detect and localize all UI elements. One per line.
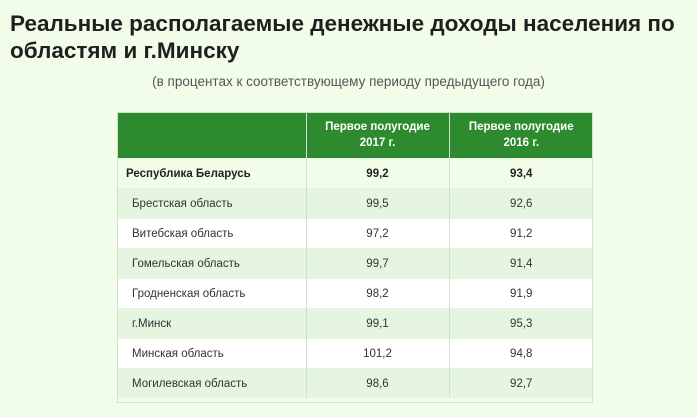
region-cell: Минская область [117, 339, 306, 369]
region-cell: Могилевская область [117, 369, 306, 399]
value-2017-cell: 99,2 [306, 159, 449, 189]
value-2017-cell: 97,2 [306, 219, 449, 249]
value-2016-cell: 91,2 [449, 219, 593, 249]
region-cell: Гомельская область [117, 249, 306, 279]
income-table [117, 112, 593, 398]
table-row [117, 249, 593, 279]
value-2017-cell: 99,7 [306, 249, 449, 279]
value-2017-cell: 101,2 [306, 339, 449, 369]
header-2016: Первое полугодие 2016 г. [449, 112, 593, 159]
table-row [117, 189, 593, 219]
value-2017-cell: 98,2 [306, 279, 449, 309]
table-row [117, 279, 593, 309]
value-2016-cell: 92,6 [449, 189, 593, 219]
region-cell: Витебская область [117, 219, 306, 249]
table-row [117, 339, 593, 369]
value-2016-cell: 94,8 [449, 339, 593, 369]
value-2017-cell: 98,6 [306, 369, 449, 399]
header-region [117, 112, 306, 159]
header-2017: Первое полугодие 2017 г. [306, 112, 449, 159]
region-cell: Гродненская область [117, 279, 306, 309]
value-2017-cell: 99,1 [306, 309, 449, 339]
value-2017-cell: 99,5 [306, 189, 449, 219]
value-2016-cell: 91,9 [449, 279, 593, 309]
table-row [117, 219, 593, 249]
table-subtitle: (в процентах к соответствующему периоду предыдущего года) [152, 74, 545, 89]
table-header-row [117, 112, 593, 159]
value-2016-cell: 95,3 [449, 309, 593, 339]
region-cell: Республика Беларусь [117, 159, 306, 189]
table-row [117, 369, 593, 399]
value-2016-cell: 93,4 [449, 159, 593, 189]
page-title: Реальные располагаемые денежные доходы населения по областям и г.Минску [10, 11, 675, 63]
value-2016-cell: 91,4 [449, 249, 593, 279]
value-2016-cell: 92,7 [449, 369, 593, 399]
table-row [117, 309, 593, 339]
region-cell: Брестская область [117, 189, 306, 219]
region-cell: г.Минск [117, 309, 306, 339]
table-row-total [117, 159, 593, 189]
